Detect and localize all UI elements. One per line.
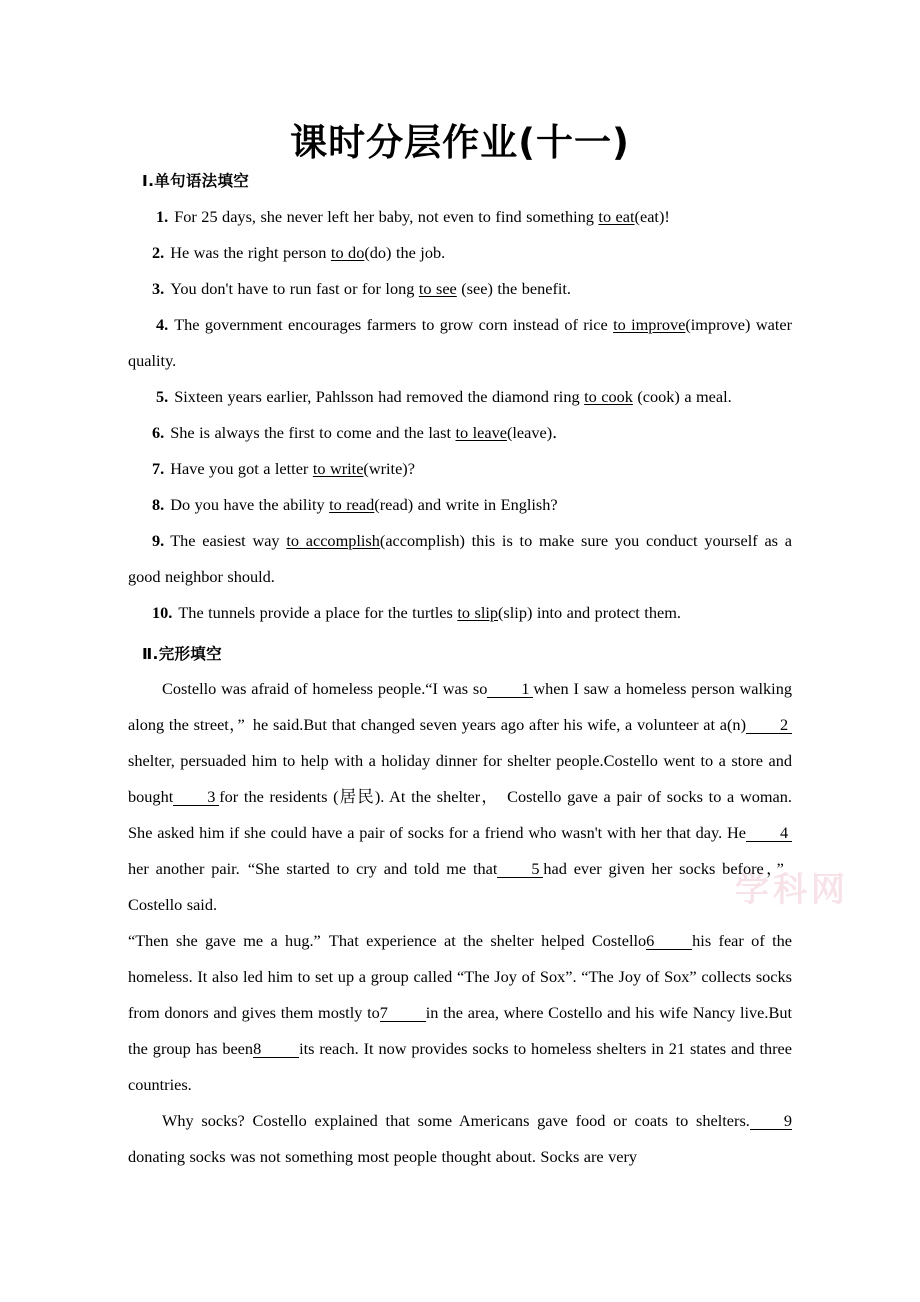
item-answer: to accomplish <box>286 530 380 550</box>
item-text-after: (slip) into and protect them. <box>498 602 681 622</box>
cloze-paragraph <box>128 923 792 1103</box>
cloze-blank[interactable]: 4 <box>746 824 792 842</box>
cloze-blank[interactable]: 5 <box>497 860 543 878</box>
grammar-item <box>128 415 792 451</box>
cloze-blank[interactable]: 6 <box>646 932 692 950</box>
grammar-item <box>128 595 792 631</box>
cloze-blank[interactable]: 1 <box>487 680 533 698</box>
item-text-before: He was the right person <box>170 242 331 262</box>
cloze-blank[interactable]: 8 <box>253 1040 299 1058</box>
watermark: 学科网 <box>735 871 849 909</box>
item-text-before: For 25 days, she never left her baby, not even to find something <box>174 206 599 226</box>
item-text-before: Do you have the ability <box>170 494 330 514</box>
item-text-after: (cook) a meal. <box>632 386 732 406</box>
grammar-item <box>128 451 792 487</box>
item-text-before: Have you got a letter <box>170 458 313 478</box>
item-number: 4 . <box>156 315 168 334</box>
item-text-after: (improve) water quality. <box>128 314 792 370</box>
grammar-item <box>128 379 792 415</box>
item-answer: to eat <box>598 206 635 226</box>
cloze-text: her another pair. “She started to cry and told me that <box>128 859 498 879</box>
item-number: 7 . <box>152 459 164 478</box>
item-text-before: She is always the first to come and the last <box>170 422 456 442</box>
cloze-text: in the area, where Costello and his wife Nancy live.But the group has been <box>128 1003 792 1059</box>
item-text-before: Sixteen years earlier, Pahlsson had removed the diamond ring <box>174 386 585 406</box>
item-number: 2 . <box>152 243 164 262</box>
item-text-after: (read) and write in English? <box>374 494 558 514</box>
item-text-after: (write)? <box>363 458 415 478</box>
item-answer: to leave <box>455 422 507 442</box>
cloze-blank[interactable]: 9 <box>750 1112 792 1130</box>
cloze-blank[interactable]: 3 <box>173 788 219 806</box>
section-heading-1: Ⅰ.单句语法填空 <box>142 172 250 190</box>
item-number: 1 . <box>156 207 168 226</box>
grammar-item-list <box>128 199 792 631</box>
item-answer: to see <box>418 278 457 298</box>
grammar-item <box>128 271 792 307</box>
cloze-blank[interactable]: 7 <box>380 1004 426 1022</box>
item-answer: to slip <box>457 602 499 622</box>
cloze-text: had ever given her socks before，” Costello said. <box>128 859 792 915</box>
item-text-before: The easiest way <box>170 530 287 550</box>
cloze-text: its reach. It now provides socks to homeless shelters in 21 states and three countries. <box>128 1039 792 1095</box>
grammar-item <box>128 487 792 523</box>
cloze-text: donating socks was not something most people thought about. Socks are very <box>128 1147 638 1167</box>
item-text-after: (see) the benefit. <box>456 278 571 298</box>
grammar-item <box>128 307 792 379</box>
item-number: 10 . <box>152 603 172 622</box>
cloze-text: his fear of the homeless. It also led him to set up a group called “The Joy of Sox”. “The Joy of Sox” collects socks from donors and gives them mostly to <box>128 931 792 1023</box>
item-text-after: (eat)! <box>634 206 670 226</box>
item-text-before: The tunnels provide a place for the turtles <box>178 602 458 622</box>
cloze-paragraph <box>128 1103 792 1175</box>
item-text-before: The government encourages farmers to grow corn instead of rice <box>174 314 614 334</box>
item-number: 9 . <box>152 531 164 550</box>
item-number: 3 . <box>152 279 164 298</box>
item-text-after: (leave)． <box>506 422 569 442</box>
cloze-passage <box>128 671 792 1175</box>
item-number: 5 . <box>156 387 168 406</box>
grammar-item <box>128 235 792 271</box>
cloze-blank[interactable]: 2 <box>746 716 792 734</box>
item-text-after: (do) the job. <box>364 242 446 262</box>
cloze-paragraph <box>128 671 792 923</box>
grammar-item <box>128 523 792 595</box>
section-heading-2: Ⅱ.完形填空 <box>142 644 222 663</box>
grammar-item <box>128 199 792 235</box>
cloze-text: when I saw a homeless person walking along the street，” he said.But that changed seven years ago after his wife, a volunteer at a(n) <box>128 679 792 735</box>
cloze-text: Costello was afraid of homeless people.“I was so <box>162 679 488 699</box>
item-number: 6 . <box>152 423 164 442</box>
page-title: 课时分层作业(十一) <box>290 120 630 164</box>
item-text-before: You don't have to run fast or for long <box>170 278 419 298</box>
item-text-after: (accomplish) this is to make sure you conduct yourself as a good neighbor should. <box>128 530 792 586</box>
cloze-text: “Then she gave me a hug.” That experience at the shelter helped Costello <box>128 931 647 951</box>
item-number: 8 . <box>152 495 164 514</box>
cloze-text: shelter, persuaded him to help with a holiday dinner for shelter people.Costello went to a store and bought <box>128 751 792 807</box>
document-content <box>128 172 792 1175</box>
item-answer: to write <box>312 458 364 478</box>
cloze-text: for the residents (居民). At the shelter， Costello gave a pair of socks to a woman. She asked him if she could have a pair of socks for a friend who wasn't with her that day. He <box>128 787 792 843</box>
item-answer: to improve <box>613 314 686 334</box>
item-answer: to read <box>329 494 375 514</box>
item-answer: to cook <box>584 386 633 406</box>
item-answer: to do <box>330 242 365 262</box>
cloze-text: Why socks? Costello explained that some Americans gave food or coats to shelters. <box>162 1111 750 1131</box>
